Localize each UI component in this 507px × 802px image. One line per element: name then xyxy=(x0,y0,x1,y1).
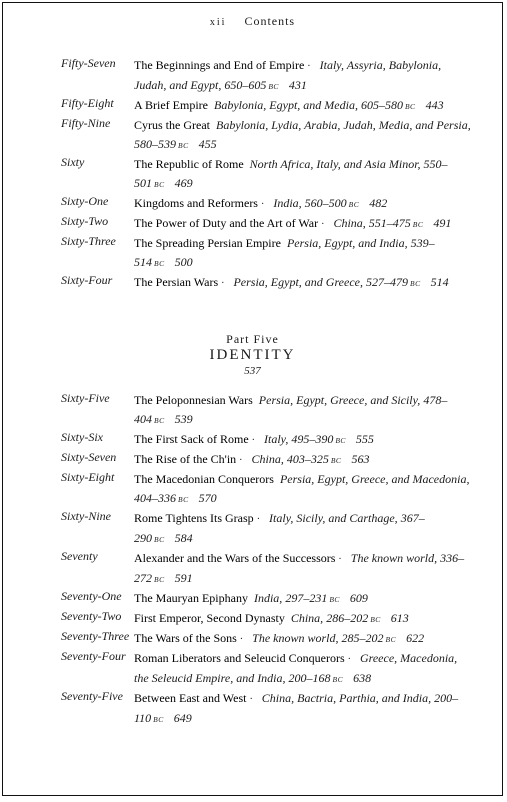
chapter-page: 469 xyxy=(174,176,193,190)
separator-dot: · xyxy=(256,514,261,525)
chapter-dates: 650–605 xyxy=(224,78,267,92)
chapter-entry xyxy=(134,273,474,293)
chapter-page: 491 xyxy=(433,216,452,230)
part-heading xyxy=(3,332,502,378)
chapter-page: 443 xyxy=(425,98,444,112)
chapter-dates: 478–404 xyxy=(134,393,448,426)
chapter-places: North Africa, Italy, and Asia Minor, xyxy=(249,157,421,171)
chapter-number: Seventy-Three xyxy=(61,629,130,643)
toc-entry xyxy=(3,430,502,450)
era-label: BC xyxy=(268,82,279,91)
chapter-places: Persia, Egypt, Greece, and Sicily, xyxy=(258,393,421,407)
part-label: Part Five xyxy=(226,332,279,346)
chapter-title: A Brief Empire xyxy=(134,98,208,112)
toc-entry xyxy=(3,214,502,234)
chapter-dates: 285–202 xyxy=(341,631,384,645)
chapter-places: Greece, Macedonia, the Seleucid Empire, and India, xyxy=(134,651,458,685)
chapter-title: Rome Tightens Its Grasp xyxy=(134,511,254,525)
chapter-dates: 403–325 xyxy=(286,452,329,466)
chapter-title: Kingdoms and Reformers xyxy=(134,196,258,210)
chapter-title: Between East and West xyxy=(134,691,247,705)
chapter-entry xyxy=(134,155,474,194)
chapter-dates: 297–231 xyxy=(285,591,328,605)
chapter-page: 649 xyxy=(173,711,192,725)
toc-entry xyxy=(3,234,502,273)
chapter-places: Persia, Egypt, and India, xyxy=(286,236,408,250)
chapter-entry xyxy=(134,194,474,214)
chapter-places: Italy, Assyria, Babylonia, Judah, and Egypt, xyxy=(134,58,442,92)
chapter-title: First Emperor, Second Dynasty xyxy=(134,611,285,625)
chapter-number: Fifty-Seven xyxy=(61,56,116,70)
chapter-list-part-four xyxy=(3,56,502,293)
chapter-places: The known world, xyxy=(252,631,339,645)
chapter-page: 455 xyxy=(198,137,217,151)
chapter-places: Italy, xyxy=(264,432,289,446)
chapter-dates: 286–202 xyxy=(326,611,369,625)
toc-entry xyxy=(3,470,502,509)
chapter-page: 555 xyxy=(355,432,374,446)
chapter-page: 570 xyxy=(198,491,217,505)
chapter-places: China, xyxy=(333,216,366,230)
chapter-places: China, Bactria, Parthia, and India, xyxy=(261,691,432,705)
era-label: BC xyxy=(330,456,342,465)
chapter-page: 482 xyxy=(369,196,388,210)
toc-entry xyxy=(3,689,502,729)
chapter-title: The Republic of Rome xyxy=(134,157,244,171)
chapter-title: The Rise of the Ch'in xyxy=(134,452,237,466)
era-label: BC xyxy=(335,436,346,445)
chapter-title: The Mauryan Epiphany xyxy=(134,591,248,605)
separator-dot: · xyxy=(338,554,342,565)
chapter-page: 539 xyxy=(174,412,193,426)
chapter-entry xyxy=(134,234,474,273)
chapter-title: The Macedonian Conquerors xyxy=(134,472,274,486)
book-page xyxy=(2,2,503,796)
era-label: BC xyxy=(409,279,421,288)
toc-entry xyxy=(3,589,502,609)
chapter-entry xyxy=(134,470,474,509)
chapter-number: Sixty-Nine xyxy=(61,509,111,523)
chapter-page: 622 xyxy=(406,631,425,645)
era-label: BC xyxy=(329,595,340,604)
chapter-number: Sixty xyxy=(61,155,85,169)
chapter-title: Alexander and the Wars of the Successors xyxy=(134,551,336,565)
chapter-page: 500 xyxy=(174,255,193,269)
chapter-places: India, xyxy=(273,196,302,210)
part-title: IDENTITY xyxy=(209,347,296,363)
chapter-entry xyxy=(134,689,474,729)
chapter-page: 431 xyxy=(288,78,307,92)
era-label: BC xyxy=(178,495,189,504)
toc-entry xyxy=(3,273,502,293)
separator-dot: · xyxy=(307,61,311,72)
chapter-number: Sixty-Six xyxy=(61,430,103,444)
chapter-dates: 550–501 xyxy=(134,157,448,190)
chapter-title: The Persian Wars xyxy=(134,275,219,289)
toc-entry xyxy=(3,629,502,649)
era-label: BC xyxy=(385,635,397,644)
chapter-places: Persia, Egypt, Greece, and Macedonia, xyxy=(279,472,470,486)
chapter-number: Sixty-One xyxy=(61,194,109,208)
separator-dot: · xyxy=(221,278,225,289)
toc-entry xyxy=(3,194,502,214)
era-label: BC xyxy=(348,200,360,209)
chapter-title: The Spreading Persian Empire xyxy=(134,236,281,250)
era-label: BC xyxy=(154,575,165,584)
era-label: BC xyxy=(154,259,165,268)
toc-entry xyxy=(3,116,502,155)
chapter-title: Roman Liberators and Seleucid Conquerors xyxy=(134,651,345,665)
chapter-dates: 200–168 xyxy=(288,671,331,685)
chapter-title: The Beginnings and End of Empire xyxy=(134,58,305,72)
chapter-dates: 495–390 xyxy=(291,432,334,446)
separator-dot: · xyxy=(260,199,265,210)
chapter-places: Persia, Egypt, and Greece, xyxy=(233,275,363,289)
toc-entry xyxy=(3,609,502,629)
chapter-dates: 539–514 xyxy=(134,236,435,269)
chapter-number: Seventy xyxy=(61,549,98,563)
chapter-page: 591 xyxy=(174,571,193,585)
chapter-title: The First Sack of Rome xyxy=(134,432,249,446)
separator-dot: · xyxy=(249,694,253,705)
chapter-page: 514 xyxy=(430,275,449,289)
era-label: BC xyxy=(370,615,381,624)
chapter-entry xyxy=(134,589,474,609)
part-page: 537 xyxy=(244,365,261,377)
era-label: BC xyxy=(404,102,416,111)
chapter-entry xyxy=(134,629,474,649)
chapter-entry xyxy=(134,430,474,450)
chapter-page: 613 xyxy=(390,611,409,625)
chapter-number: Sixty-Eight xyxy=(61,470,115,484)
era-label: BC xyxy=(153,715,164,724)
chapter-places: The known world, xyxy=(350,551,438,565)
chapter-number: Sixty-Seven xyxy=(61,450,117,464)
era-label: BC xyxy=(154,535,165,544)
chapter-dates: 404–336 xyxy=(134,491,176,505)
chapter-title: Cyrus the Great xyxy=(134,118,210,132)
era-label: BC xyxy=(178,141,189,150)
page-number: xii xyxy=(209,17,227,28)
chapter-page: 638 xyxy=(353,671,372,685)
chapter-places: Italy, Sicily, and Carthage, xyxy=(269,511,398,525)
running-title: Contents xyxy=(244,14,296,28)
chapter-entry xyxy=(134,116,474,155)
chapter-number: Sixty-Four xyxy=(61,273,113,287)
separator-dot: · xyxy=(251,435,255,446)
toc-entry xyxy=(3,649,502,689)
era-label: BC xyxy=(412,220,424,229)
toc-entry xyxy=(3,549,502,589)
toc-entry xyxy=(3,56,502,96)
chapter-dates: 605–580 xyxy=(360,98,403,112)
chapter-number: Seventy-Two xyxy=(61,609,122,623)
chapter-dates: 336–272 xyxy=(134,551,465,585)
chapter-dates: 580–539 xyxy=(134,137,176,151)
separator-dot: · xyxy=(321,219,325,230)
separator-dot: · xyxy=(239,634,244,645)
separator-dot: · xyxy=(347,654,351,665)
chapter-dates: 560–500 xyxy=(304,196,347,210)
chapter-entry xyxy=(134,609,474,629)
chapter-title: The Wars of the Sons xyxy=(134,631,237,645)
chapter-places: China, xyxy=(251,452,284,466)
chapter-entry xyxy=(134,391,474,430)
separator-dot: · xyxy=(239,455,243,466)
toc-entry xyxy=(3,391,502,430)
chapter-number: Seventy-One xyxy=(61,589,122,603)
chapter-places: Babylonia, Egypt, and Media, xyxy=(213,98,358,112)
chapter-page: 584 xyxy=(174,531,193,545)
chapter-page: 609 xyxy=(349,591,368,605)
chapter-entry xyxy=(134,214,474,234)
chapter-entry xyxy=(134,96,474,116)
chapter-dates: 527–479 xyxy=(365,275,408,289)
chapter-dates: 367–290 xyxy=(134,511,425,545)
chapter-dates: 551–475 xyxy=(368,216,411,230)
chapter-number: Sixty-Three xyxy=(61,234,116,248)
chapter-page: 563 xyxy=(351,452,370,466)
toc-entry xyxy=(3,509,502,549)
chapter-title: The Power of Duty and the Art of War xyxy=(134,216,319,230)
toc-entry xyxy=(3,155,502,194)
era-label: BC xyxy=(154,416,165,425)
chapter-entry xyxy=(134,509,474,549)
chapter-places: Babylonia, Lydia, Arabia, Judah, Media, and Persia, xyxy=(215,118,471,132)
chapter-places: China, xyxy=(290,611,324,625)
chapter-entry xyxy=(134,549,474,589)
chapter-number: Fifty-Nine xyxy=(61,116,111,130)
chapter-title: The Peloponnesian Wars xyxy=(134,393,253,407)
chapter-entry xyxy=(134,450,474,470)
chapter-number: Fifty-Eight xyxy=(61,96,114,110)
chapter-number: Sixty-Two xyxy=(61,214,109,228)
chapter-list-part-five xyxy=(3,391,502,729)
chapter-places: India, xyxy=(253,591,283,605)
chapter-entry xyxy=(134,56,474,96)
chapter-entry xyxy=(134,649,474,689)
toc-entry xyxy=(3,450,502,470)
chapter-dates: 200–110 xyxy=(134,691,459,725)
era-label: BC xyxy=(332,675,344,684)
chapter-number: Seventy-Four xyxy=(61,649,126,663)
toc-entry xyxy=(3,96,502,116)
era-label: BC xyxy=(154,180,165,189)
page-header xyxy=(3,14,502,29)
chapter-number: Sixty-Five xyxy=(61,391,110,405)
chapter-number: Seventy-Five xyxy=(61,689,123,703)
